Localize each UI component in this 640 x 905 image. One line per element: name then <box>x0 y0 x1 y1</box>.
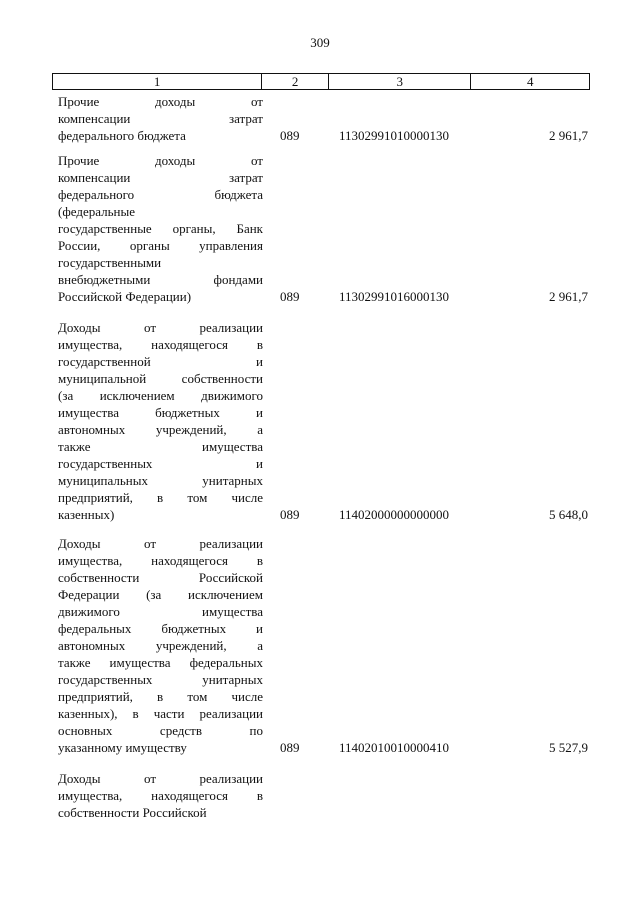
description-line: Доходы от реализации <box>58 771 263 786</box>
description-line: федерального бюджета <box>58 187 263 202</box>
code-cell: 089 <box>280 740 300 755</box>
header-col-3: 3 <box>329 74 471 89</box>
description-line: движимого имущества <box>58 604 263 619</box>
description-line: Доходы от реализации <box>58 320 263 335</box>
description-line: компенсации затрат <box>58 111 263 126</box>
description-line: имущества, находящегося в <box>58 337 263 352</box>
description-line: имущества, находящегося в <box>58 553 263 568</box>
row-description <box>58 152 263 305</box>
code-cell: 089 <box>280 289 300 304</box>
table-row <box>52 319 590 523</box>
description-line: Российской Федерации) <box>58 289 192 304</box>
description-line: основных средств по <box>58 723 263 738</box>
page-number: 309 <box>310 35 330 50</box>
description-line: внебюджетными фондами <box>58 272 263 287</box>
description-line: муниципальных унитарных <box>58 473 263 488</box>
description-line: автономных учреждений, а <box>58 638 263 653</box>
amount-cell: 2 961,7 <box>549 289 588 304</box>
description-line: собственности Российской <box>58 805 207 820</box>
description-line: государственными <box>58 255 162 270</box>
table-row <box>52 152 590 305</box>
kbk-cell: 11402010010000410 <box>339 740 450 755</box>
description-line: автономных учреждений, а <box>58 422 263 437</box>
description-line: государственной и <box>58 354 263 369</box>
description-line: предприятий, в том числе <box>58 490 263 505</box>
description-line: казенных) <box>58 507 115 522</box>
description-line: Доходы от реализации <box>58 536 263 551</box>
row-description <box>58 319 263 523</box>
description-line: федерального бюджета <box>58 128 186 143</box>
description-line: России, органы управления <box>58 238 263 253</box>
header-col-4: 4 <box>526 74 534 89</box>
table-row <box>52 770 590 821</box>
amount-cell: 5 527,9 <box>549 740 588 755</box>
description-line: государственных унитарных <box>58 672 263 687</box>
code-cell: 089 <box>280 128 300 143</box>
code-cell: 089 <box>280 507 300 522</box>
description-line: собственности Российской <box>58 570 263 585</box>
table-header <box>52 73 590 90</box>
description-line: муниципальной собственности <box>58 371 263 386</box>
row-description <box>58 535 263 756</box>
description-line: Прочие доходы от <box>58 94 263 109</box>
kbk-cell: 11302991010000130 <box>339 128 450 143</box>
description-line: предприятий, в том числе <box>58 689 263 704</box>
table-row <box>52 535 590 756</box>
header-col-2: 2 <box>262 74 329 89</box>
description-line: государственных и <box>58 456 263 471</box>
description-line: федеральных бюджетных и <box>58 621 263 636</box>
kbk-cell: 11302991016000130 <box>339 289 450 304</box>
kbk-cell: 11402000000000000 <box>339 507 450 522</box>
amount-cell: 2 961,7 <box>549 128 588 143</box>
table-row <box>52 93 590 144</box>
description-line: государственные органы, Банк <box>58 221 263 236</box>
description-line: компенсации затрат <box>58 170 263 185</box>
header-col-1: 1 <box>53 74 262 89</box>
description-line: (за исключением движимого <box>58 388 263 403</box>
description-line: указанному имуществу <box>58 740 187 755</box>
description-line: Федерации (за исключением <box>58 587 263 602</box>
row-description <box>58 770 263 821</box>
description-line: также имущества <box>58 439 263 454</box>
description-line: казенных), в части реализации <box>58 706 263 721</box>
description-line: Прочие доходы от <box>58 153 263 168</box>
description-line: имущества бюджетных и <box>58 405 263 420</box>
row-description <box>58 93 263 144</box>
description-line: (федеральные <box>58 204 135 219</box>
amount-cell: 5 648,0 <box>549 507 588 522</box>
description-line: также имущества федеральных <box>58 655 263 670</box>
description-line: имущества, находящегося в <box>58 788 263 803</box>
